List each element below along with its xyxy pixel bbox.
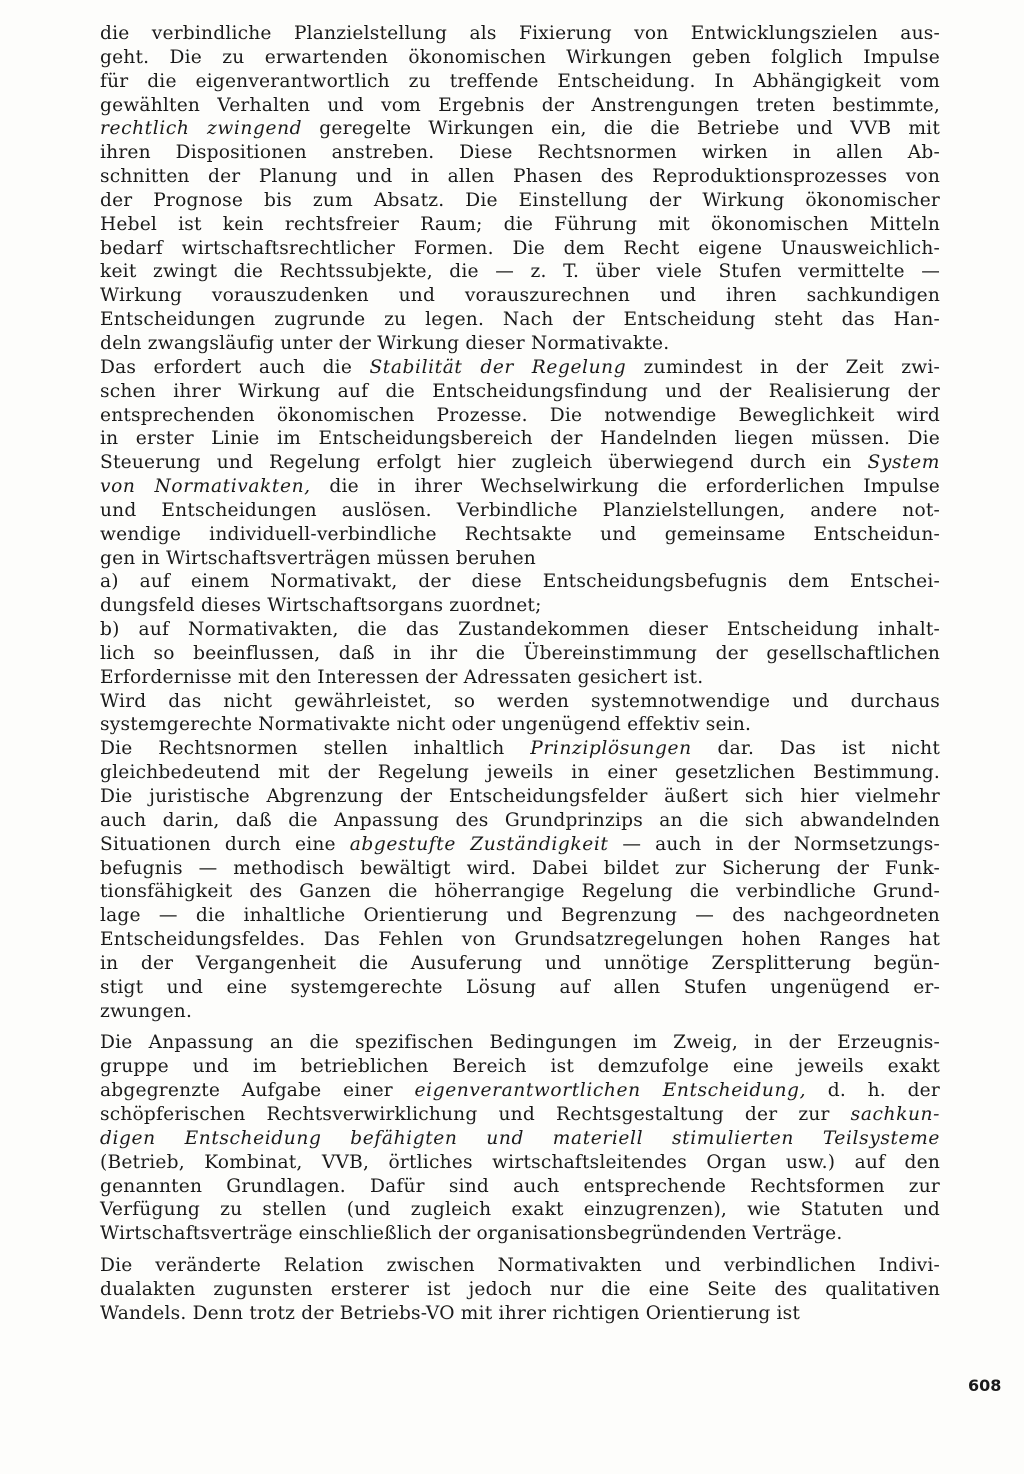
text-segment: Wirtschaftsverträge einschließlich der organisationsbegründenden Verträge. bbox=[100, 1223, 843, 1245]
text-segment: — auch in der Normsetzungs- bbox=[608, 833, 941, 855]
text-segment: Steuerung und Regelung erfolgt hier zugleich überwiegend durch ein bbox=[100, 452, 868, 474]
text-segment: entsprechenden ökonomischen Prozesse. Die notwendige Beweglichkeit wird bbox=[100, 404, 940, 426]
text-line bbox=[100, 237, 940, 261]
text-line bbox=[100, 46, 940, 70]
text-line bbox=[100, 1198, 940, 1222]
text-segment: für die eigenverantwortlich zu treffende Entscheidung. In Abhängigkeit vom bbox=[100, 70, 940, 92]
text-segment: gruppe und im betrieblichen Bereich ist demzufolge eine jeweils exakt bbox=[100, 1056, 940, 1078]
text-segment: d. h. der bbox=[806, 1080, 940, 1102]
text-line bbox=[100, 1055, 940, 1079]
text-segment: die verbindliche Planzielstellung als Fixierung von Entwicklungszielen aus- bbox=[100, 23, 940, 44]
text-segment: dualakten zugunsten ersterer ist jedoch nur die eine Seite des qualitativen bbox=[100, 1278, 940, 1300]
text-line bbox=[100, 475, 940, 499]
text-line bbox=[100, 141, 940, 165]
text-line bbox=[100, 618, 940, 642]
text-line bbox=[100, 737, 940, 761]
text-segment: gen in Wirtschaftsverträgen müssen beruhen bbox=[100, 547, 536, 569]
text-line bbox=[100, 785, 940, 809]
text-line bbox=[100, 523, 940, 547]
emphasis-text: System bbox=[867, 452, 940, 474]
text-line bbox=[100, 1031, 940, 1055]
text-line bbox=[100, 1222, 940, 1246]
text-line bbox=[100, 22, 940, 46]
text-line bbox=[100, 332, 940, 356]
text-line bbox=[100, 427, 940, 451]
text-segment: schen ihrer Wirkung auf die Entscheidungsfindung und der Realisierung der bbox=[100, 380, 940, 402]
text-line bbox=[100, 284, 940, 308]
text-segment: deln zwangsläufig unter der Wirkung dieser Normativakte. bbox=[100, 332, 670, 354]
text-line bbox=[100, 1127, 940, 1151]
text-segment: Die Anpassung an die spezifischen Bedingungen im Zweig, in der Erzeugnis- bbox=[100, 1032, 940, 1054]
page-number: 608 bbox=[968, 1376, 1002, 1395]
text-line bbox=[100, 356, 940, 380]
text-line bbox=[100, 1103, 940, 1127]
text-segment: Erfordernisse mit den Interessen der Adressaten gesichert ist. bbox=[100, 666, 704, 688]
emphasis-text: rechtlich zwingend bbox=[100, 118, 303, 140]
text-segment: zwungen. bbox=[100, 1000, 193, 1022]
emphasis-text: abgestufte Zuständigkeit bbox=[349, 833, 609, 855]
text-line bbox=[100, 809, 940, 833]
text-line bbox=[100, 547, 940, 571]
text-line bbox=[100, 308, 940, 332]
text-line bbox=[100, 380, 940, 404]
text-segment: systemgerechte Normativakte nicht oder ungenügend effektiv sein. bbox=[100, 714, 752, 736]
text-segment: Entscheidungen zugrunde zu legen. Nach der Entscheidung steht das Han- bbox=[100, 309, 940, 331]
text-segment: Die Rechtsnormen stellen inhaltlich bbox=[100, 738, 531, 760]
emphasis-text: Stabilität der Regelung bbox=[369, 356, 627, 378]
text-segment: auch darin, daß die Anpassung des Grundprinzips an die sich abwandelnden bbox=[100, 809, 940, 831]
text-segment: tionsfähigkeit des Ganzen die höherrangige Regelung die verbindliche Grund- bbox=[100, 881, 940, 903]
text-segment: Hebel ist kein rechtsfreier Raum; die Führung mit ökonomischen Mitteln bbox=[100, 213, 940, 235]
text-segment: stigt und eine systemgerechte Lösung auf allen Stufen ungenügend er- bbox=[100, 976, 940, 998]
text-line bbox=[100, 594, 940, 618]
text-segment: genannten Grundlagen. Dafür sind auch entsprechende Rechtsformen zur bbox=[100, 1175, 940, 1197]
text-segment: schnitten der Planung und in allen Phasen des Reproduktionsprozesses von bbox=[100, 166, 940, 188]
text-segment: die in ihrer Wechselwirkung die erforderlichen Impulse bbox=[310, 476, 941, 498]
text-segment: lage — die inhaltliche Orientierung und Begrenzung — des nachgeordneten bbox=[100, 905, 940, 927]
text-line bbox=[100, 666, 940, 690]
text-line bbox=[100, 1151, 940, 1175]
text-segment: zumindest in der Zeit zwi- bbox=[626, 356, 940, 378]
text-line bbox=[100, 1000, 940, 1024]
text-line bbox=[100, 857, 940, 881]
text-segment: wendige individuell-verbindliche Rechtsakte und gemeinsame Entscheidun- bbox=[100, 523, 940, 545]
text-segment: Die veränderte Relation zwischen Normativakten und verbindlichen Indivi- bbox=[100, 1255, 940, 1277]
text-segment: Die juristische Abgrenzung der Entscheidungsfelder äußert sich hier vielmehr bbox=[100, 786, 940, 807]
text-segment: a) auf einem Normativakt, der diese Entscheidungsbefugnis dem Entschei- bbox=[100, 571, 940, 593]
text-line bbox=[100, 1254, 940, 1278]
text-line bbox=[100, 1079, 940, 1103]
text-segment: befugnis — methodisch bewältigt wird. Dabei bildet zur Sicherung der Funk- bbox=[100, 857, 940, 879]
text-line bbox=[100, 117, 940, 141]
text-segment: keit zwingt die Rechtssubjekte, die — z. T. über viele Stufen vermittelte — bbox=[100, 261, 940, 283]
emphasis-text: Prinziplösungen bbox=[530, 738, 692, 760]
text-segment: geregelte Wirkungen ein, die die Betriebe und VVB mit bbox=[302, 118, 940, 140]
text-segment: schöpferischen Rechtsverwirklichung und Rechtsgestaltung der zur bbox=[100, 1103, 851, 1125]
emphasis-text: von Normativakten, bbox=[100, 476, 311, 498]
text-segment: dar. Das ist nicht bbox=[691, 738, 940, 760]
text-line bbox=[100, 904, 940, 928]
text-segment: Das erfordert auch die bbox=[100, 356, 370, 378]
text-line bbox=[100, 260, 940, 284]
text-segment: lich so beeinflussen, daß in ihr die Übereinstimmung der gesellschaftlichen bbox=[100, 642, 940, 664]
text-segment: und Entscheidungen auslösen. Verbindliche Planzielstellungen, andere not- bbox=[100, 499, 940, 521]
text-segment: ihren Dispositionen anstreben. Diese Rechtsnormen wirken in allen Ab- bbox=[100, 142, 940, 164]
text-line bbox=[100, 213, 940, 237]
text-segment: abgegrenzte Aufgabe einer bbox=[100, 1080, 415, 1102]
text-line bbox=[100, 1302, 940, 1326]
text-segment: b) auf Normativakten, die das Zustandekommen dieser Entscheidung inhalt- bbox=[100, 619, 940, 641]
text-line bbox=[100, 976, 940, 1000]
text-segment: dungsfeld dieses Wirtschaftsorgans zuordnet; bbox=[100, 595, 542, 617]
text-line bbox=[100, 880, 940, 904]
text-segment: Situationen durch eine bbox=[100, 833, 350, 855]
text-segment: geht. Die zu erwartenden ökonomischen Wirkungen geben folglich Impulse bbox=[100, 46, 940, 68]
text-segment: in erster Linie im Entscheidungsbereich der Handelnden liegen müssen. Die bbox=[100, 428, 940, 450]
text-line bbox=[100, 713, 940, 737]
text-line bbox=[100, 404, 940, 428]
text-segment: (Betrieb, Kombinat, VVB, örtliches wirtschaftsleitendes Organ usw.) auf den bbox=[100, 1151, 940, 1173]
text-line bbox=[100, 833, 940, 857]
text-segment: Wandels. Denn trotz der Betriebs-VO mit ihrer richtigen Orientierung ist bbox=[100, 1302, 801, 1324]
text-line bbox=[100, 570, 940, 594]
text-line bbox=[100, 761, 940, 785]
text-line bbox=[100, 70, 940, 94]
text-segment: der Prognose bis zum Absatz. Die Einstellung der Wirkung ökonomischer bbox=[100, 189, 940, 211]
text-line bbox=[100, 928, 940, 952]
text-segment: gewählten Verhalten und vom Ergebnis der Anstrengungen treten bestimmte, bbox=[100, 94, 940, 116]
text-segment: Verfügung zu stellen (und zugleich exakt einzugrenzen), wie Statuten und bbox=[100, 1199, 940, 1221]
text-segment: in der Vergangenheit die Ausuferung und unnötige Zersplitterung begün- bbox=[100, 952, 940, 974]
text-line bbox=[100, 94, 940, 118]
text-line bbox=[100, 189, 940, 213]
emphasis-text: sachkun- bbox=[850, 1103, 940, 1125]
text-line bbox=[100, 165, 940, 189]
text-line bbox=[100, 642, 940, 666]
text-line bbox=[100, 451, 940, 475]
text-segment: bedarf wirtschaftsrechtlicher Formen. Die dem Recht eigene Unausweichlich- bbox=[100, 237, 940, 259]
text-segment: Entscheidungsfeldes. Das Fehlen von Grundsatzregelungen hohen Ranges hat bbox=[100, 929, 940, 951]
text-line bbox=[100, 690, 940, 714]
emphasis-text: digen Entscheidung befähigten und materiell stimulierten Teilsysteme bbox=[100, 1127, 940, 1149]
text-line bbox=[100, 952, 940, 976]
text-segment: gleichbedeutend mit der Regelung jeweils in einer gesetzlichen Bestimmung. bbox=[100, 762, 940, 784]
body-text bbox=[100, 22, 940, 1326]
text-line bbox=[100, 1278, 940, 1302]
emphasis-text: eigenverantwortlichen Entscheidung, bbox=[414, 1080, 807, 1102]
text-segment: Wirkung vorauszudenken und vorauszurechnen und ihren sachkundigen bbox=[100, 285, 940, 307]
text-line bbox=[100, 1175, 940, 1199]
text-segment: Wird das nicht gewährleistet, so werden systemnotwendige und durchaus bbox=[100, 690, 940, 712]
text-line bbox=[100, 499, 940, 523]
